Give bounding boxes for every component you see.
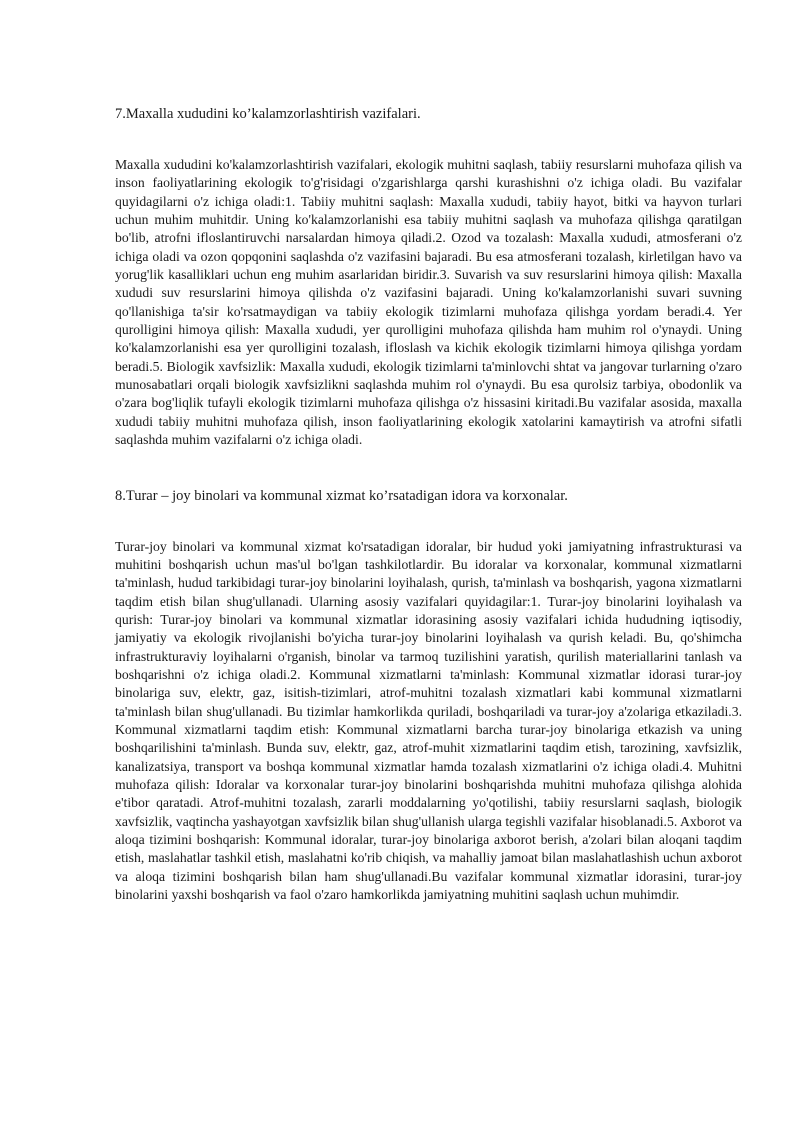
spacer [115,507,742,538]
spacer [115,125,742,156]
section-7 [115,104,742,450]
section-heading: 8.Turar – joy binolari va kommunal xizmat ko’rsatadigan idora va korxonalar. [115,487,568,504]
section-paragraph: Turar-joy binolari va kommunal xizmat ko'rsatadigan idoralar, bir hudud yoki jamiyatning infrastrukturasi va muhitini boshqarish uchun mas'ul bo'lgan tashkilotlardir. Bu idoralar va korxonalar, kommunal xizmatlarni ta'minlash, hudud tarkibidagi turar-joy binolarini loyihalash, qurish, ta'minlash va boshqarish, yagona xizmatlarni taqdim etish bilan shug'ullanadi. Ularning asosiy vazifalari quyidagilar:1. Turar-joy binolarini loyihalash va qurish: Turar-joy binolari va kommunal xizmatlar idorasining asosiy vazifalari ichida hududning iqtisodiy, jamiyatiy va ekologik rivojlanishi bo'yicha turar-joy binolarini loyihalash va qurish keladi. Bu, qo'shimcha infrastrukturaviy loyihalarni o'rganish, binolar va tarmoq tuzilishini yaratish, qurilish materiallarini tanlash va boshqarishni o'z ichiga oladi.2. Kommunal xizmatlarni ta'minlash: Kommunal xizmatlar idorasi turar-joy binolariga suv, elektr, gaz, isitish-tizimlari, atrof-muhitni tozalash xizmatlari kabi kommunal xizmatlarni ta'minlash bilan shug'ullanadi. Bu tizimlar hamkorlikda quriladi, boshqariladi va turar-joy a'zolariga etkaziladi.3. Kommunal xizmatlarni taqdim etish: Kommunal xizmatlarni barcha turar-joy binolariga etkazish va uning boshqarilishini ta'minlash. Bunda suv, elektr, gaz, atrof-muhit xizmatlarini taqdim etish, tarozining, xavfsizlik, kanalizatsiya, transport va boshqa kommunal xizmatlar hamda tozalash xizmatlarini o'z ichiga oladi.4. Muhitni muhofaza qilish: Idoralar va korxonalar turar-joy binolarini boshqarishda muhitni muhofaza qilishga alohida e'tibor qaratadi. Atrof-muhitni tozalash, zararli moddalarning yo'qotilishi, tabiiy resurslarni saqlash, biologik xavfsizlik, vaqtincha yashayotgan xavfsizlik bilan shug'ullanish ularga tegishli vazifalar hisoblanadi.5. Axborot va aloqa tizimini boshqarish: Kommunal idoralar, turar-joy binolariga axborot berish, a'zolari bilan aloqani taqdim etish, maslahatlar tashkil etish, maslahatni ko'rib chiqish, va mahalliy jamoat bilan maslahatlashish uchun axborot va aloqa tizimini boshqarish bilan ham shug'ullanadi.Bu vazifalar kommunal xizmatlar idorasini, turar-joy binolarini yaxshi boshqarish va faol o'zaro hamkorlikda jamiyatning muhitini saqlash uchun muhimdir. [115,538,742,903]
section-8 [115,486,742,905]
section-paragraph: Maxalla xududini ko'kalamzorlashtirish vazifalari, ekologik muhitni saqlash, tabiiy resurslarni muhofaza qilish va inson faoliyatlarining ekologik to'g'risidagi o'zgarishlarga qarshi kurashishni o'z ichiga oladi. Bu vazifalar quyidagilarni o'z ichiga oladi:1. Tabiiy muhitni saqlash: Maxalla xududi, tabiiy hayot, bitki va hayvon turlari uchun muhim muhitdir. Uning ko'kalamzorlanishi esa tabiiy muhitni saqlash va muhofaza qilishga qaratilgan bo'lib, atrofni ifloslantiruvchi narsalardan himoya qiladi.2. Ozod va tozalash: Maxalla xududi, atmosferani o'z ichiga oladi va ozon qopqonini saqlashda o'z vazifasini bajaradi. Bu esa atmosferani tozalash, kirletilgan havo va yorug'lik kasalliklari uchun eng muhim asarlaridan biridir.3. Suvarish va suv resurslarini himoya qilish: Maxalla xududi suv resurslarini himoya qilishda o'z vazifasini bajaradi. Uning ko'kalamzorlanishi suvari suvning qo'llanishiga ta'sir ko'rsatmaydigan va tabiiy ekologik tizimlarni muhofaza qilishga yordam beradi.4. Yer qurolligini himoya qilish: Maxalla xududi, yer qurolligini muhofaza qilishda ham muhim rol o'ynaydi. Uning ko'kalamzorlanishi esa yer qurolligini tozalash, ifloslash va kichik ekologik tizimlarni himoya qilishga yordam beradi.5. Biologik xavfsizlik: Maxalla xududi, ekologik tizimlarni ta'minlovchi shtat va jangovar turlarning o'zaro munosabatlari orqali biologik xavfsizlikni saqlashda muhim rol o'ynaydi. Bu esa qurolsiz tarbiya, obodonlik va o'zara bog'liqlik tufayli ekologik tizimlarni muhofaza qilishga o'z hissasini kiritadi.Bu vazifalar asosida, maxalla xududi tabiiy muhitni muhofaza qilish, inson faoliyatlarining ekologik xatolarini kamaytirish va atrofni sifatli saqlashda muhim vazifalarni o'z ichiga oladi. [115,157,742,448]
section-heading: 7.Maxalla xududini ko’kalamzorlashtirish vazifalari. [115,106,421,122]
spacer [115,450,742,486]
document-body [115,104,742,904]
